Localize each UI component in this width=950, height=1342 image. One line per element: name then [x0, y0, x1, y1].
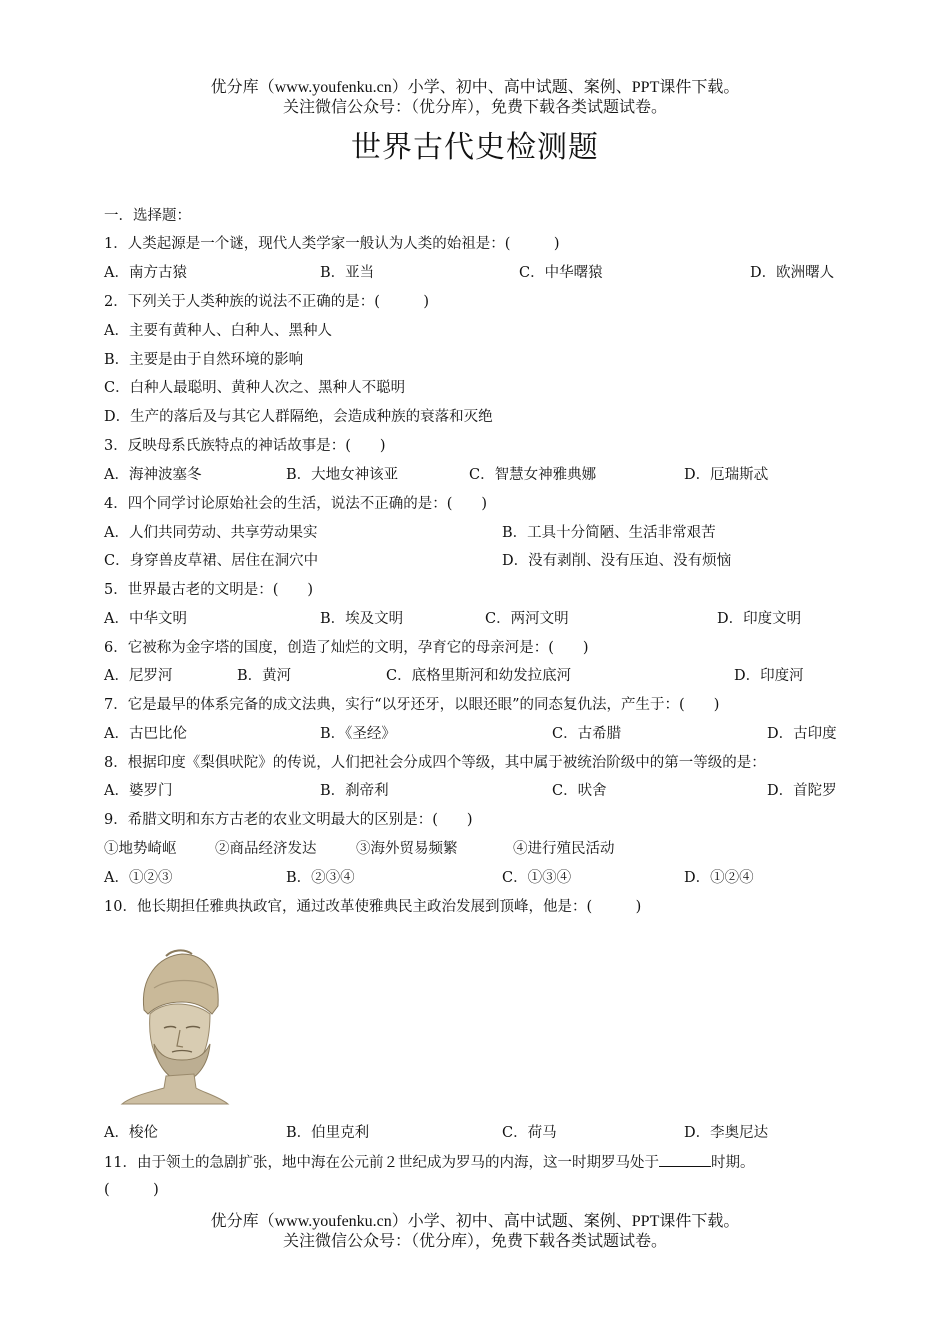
- question-11-answer-paren: ( ): [104, 1182, 159, 1198]
- question-11-stem-end: 时期。: [710, 1155, 755, 1171]
- question-10-option-a: A．梭伦: [104, 1125, 158, 1141]
- question-9-item-3: ③海外贸易频繁: [356, 841, 458, 857]
- question-7-stem: 7．它是最早的体系完备的成文法典，实行“以牙还牙，以眼还眼”的同态复仇法，产生于：( ): [104, 697, 720, 713]
- question-11-stem-start: 11．由于领土的急剧扩张，地中海在公元前２世纪成为罗马的内海，这一时期罗马处于: [104, 1155, 659, 1171]
- question-6-option-b: B．黄河: [237, 668, 292, 684]
- question-2-option-c: C．白种人最聪明、黄种人次之、黑种人不聪明: [104, 380, 406, 396]
- question-2-option-b: B．主要是由于自然环境的影响: [104, 352, 304, 368]
- question-7-option-a: A．古巴比伦: [104, 726, 187, 742]
- question-8-stem: 8．根据印度《梨俱吠陀》的传说，人们把社会分成四个等级，其中属于被统治阶级中的第一等级的是：: [104, 755, 766, 771]
- footer-line-1: 优分库（www.youfenku.cn）小学、初中、高中试题、案例、PPT课件下载。: [210, 1213, 740, 1230]
- question-6-option-c: C．底格里斯河和幼发拉底河: [386, 668, 572, 684]
- section-heading: 一．选择题：: [104, 208, 191, 224]
- question-10-option-d: D．李奥尼达: [684, 1125, 769, 1141]
- question-7-option-d: D．古印度: [767, 726, 837, 742]
- question-3-option-b: B．大地女神该亚: [286, 467, 399, 483]
- question-5-option-a: A．中华文明: [104, 611, 187, 627]
- question-1-option-d: D．欧洲曙人: [750, 265, 835, 281]
- question-9-item-4: ④进行殖民活动: [513, 841, 615, 857]
- question-7-option-c: C．古希腊: [552, 726, 622, 742]
- question-6-option-d: D．印度河: [734, 668, 804, 684]
- question-4-option-c: C．身穿兽皮草裙、居住在洞穴中: [104, 553, 319, 569]
- question-2-stem: 2．下列关于人类种族的说法不正确的是：( ): [104, 294, 430, 310]
- question-11-blank[interactable]: [659, 1152, 711, 1167]
- question-7-option-b: B．《圣经》: [320, 726, 396, 742]
- footer-line-2: 关注微信公众号：（优分库），免费下载各类试题试卷。: [282, 1233, 667, 1250]
- question-2-option-d: D．生产的落后及与其它人群隔绝，会造成种族的衰落和灭绝: [104, 409, 493, 425]
- question-2-option-a: A．主要有黄种人、白种人、黑种人: [104, 323, 332, 339]
- question-5-stem: 5．世界最古老的文明是：( ): [104, 582, 314, 598]
- question-1-stem: 1．人类起源是一个谜，现代人类学家一般认为人类的始祖是：( ): [104, 236, 560, 252]
- question-8-option-a: A．婆罗门: [104, 783, 173, 799]
- header-line-1: 优分库（www.youfenku.cn）小学、初中、高中试题、案例、PPT课件下载。: [210, 79, 740, 96]
- question-4-option-b: B．工具十分简陋、生活非常艰苦: [502, 525, 716, 541]
- question-9-option-c: C．①③④: [502, 870, 572, 886]
- question-9-item-1: ①地势崎岖: [104, 841, 177, 857]
- question-5-option-b: B．埃及文明: [320, 611, 404, 627]
- question-9-item-2: ②商品经济发达: [215, 841, 317, 857]
- question-3-option-d: D．厄瑞斯忒: [684, 467, 769, 483]
- question-9-option-a: A．①②③: [104, 870, 173, 886]
- question-9-stem: 9．希腊文明和东方古老的农业文明最大的区别是：( ): [104, 812, 473, 828]
- question-3-option-a: A．海神波塞冬: [104, 467, 202, 483]
- question-5-option-d: D．印度文明: [717, 611, 802, 627]
- question-10-stem: 10．他长期担任雅典执政官，通过改革使雅典民主政治发展到顶峰，他是：( ): [104, 899, 642, 915]
- question-6-stem: 6．它被称为金字塔的国度，创造了灿烂的文明，孕育它的母亲河是：( ): [104, 640, 589, 656]
- header-line-2: 关注微信公众号：（优分库），免费下载各类试题试卷。: [282, 99, 667, 116]
- page-title: 世界古代史检测题: [351, 130, 599, 165]
- question-1-option-a: A．南方古猿: [104, 265, 187, 281]
- question-8-option-c: C．吠舍: [552, 783, 607, 799]
- pericles-bust-image: [114, 948, 234, 1108]
- question-1-option-c: C．中华曙猿: [519, 265, 603, 281]
- question-9-option-d: D．①②④: [684, 870, 754, 886]
- question-10-option-c: C．荷马: [502, 1125, 557, 1141]
- question-3-stem: 3．反映母系氏族特点的神话故事是：( ): [104, 438, 386, 454]
- question-3-option-c: C．智慧女神雅典娜: [469, 467, 597, 483]
- question-6-option-a: A．尼罗河: [104, 668, 173, 684]
- question-8-option-d: D．首陀罗: [767, 783, 837, 799]
- question-1-option-b: B．亚当: [320, 265, 375, 281]
- question-9-option-b: B．②③④: [286, 870, 355, 886]
- question-10-option-b: B．伯里克利: [286, 1125, 370, 1141]
- question-4-stem: 4．四个同学讨论原始社会的生活，说法不正确的是：( ): [104, 496, 488, 512]
- question-4-option-d: D．没有剥削、没有压迫、没有烦恼: [502, 553, 732, 569]
- question-5-option-c: C．两河文明: [485, 611, 569, 627]
- question-4-option-a: A．人们共同劳动、共享劳动果实: [104, 525, 318, 541]
- question-11-stem: [104, 1152, 754, 1173]
- question-8-option-b: B．刹帝利: [320, 783, 389, 799]
